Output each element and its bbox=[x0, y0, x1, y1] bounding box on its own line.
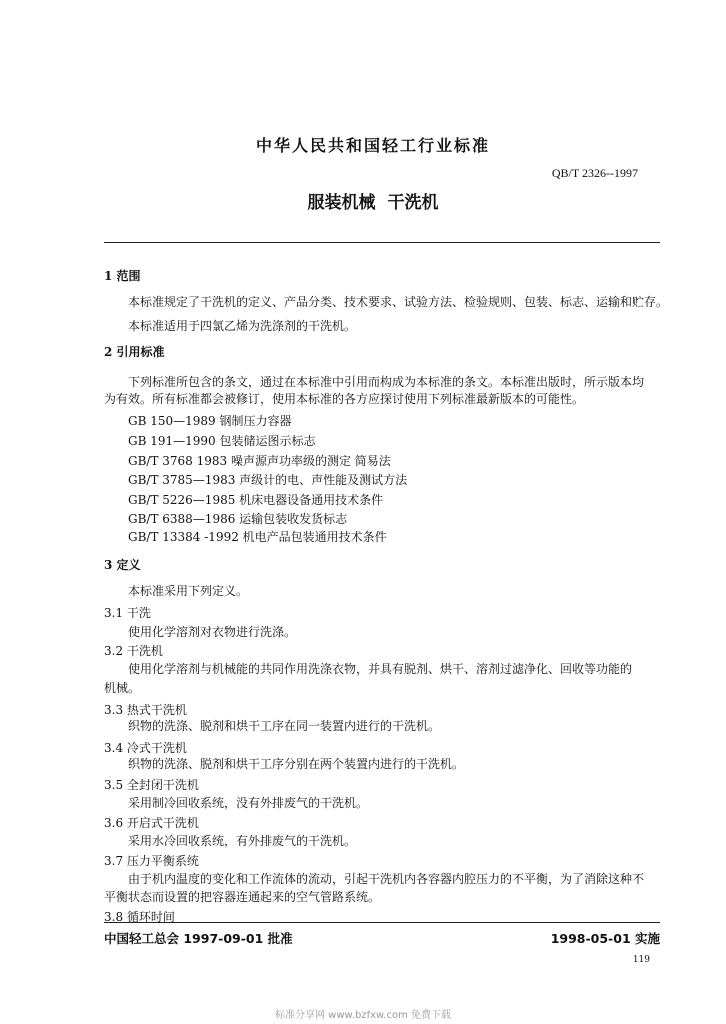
body-line: 下列标准所包含的条文，通过在本标准中引用而构成为本标准的条文。本标准出版时，所示版本均 bbox=[128, 375, 645, 389]
body-line: GB/T 3768 1983 噪声源声功率级的测定 简易法 bbox=[128, 454, 391, 468]
page-number: 119 bbox=[632, 955, 650, 965]
section-heading: 2 引用标准 bbox=[104, 345, 165, 359]
document-title: 服装机械 干洗机 bbox=[307, 193, 439, 213]
body-line: GB 191—1990 包装储运图示标志 bbox=[128, 434, 316, 448]
body-line: 3.3 热式干洗机 bbox=[104, 703, 187, 717]
body-line: 3.6 开启式干洗机 bbox=[104, 816, 199, 830]
footer-rule bbox=[104, 922, 660, 923]
body-line: 为有效。所有标准都会被修订，使用本标准的各方应探讨使用下列标准最新版本的可能性。 bbox=[104, 392, 585, 406]
approval-date: 中国轻工总会 1997-09-01 批准 bbox=[104, 931, 293, 946]
watermark-text: 标准分享网 www.bzfxw.com 免费下载 bbox=[275, 1010, 451, 1021]
body-line: GB/T 6388—1986 运输包装收发货标志 bbox=[128, 512, 348, 526]
body-line: 采用制冷回收系统，没有外排废气的干洗机。 bbox=[128, 796, 369, 810]
implementation-date: 1998-05-01 实施 bbox=[550, 931, 660, 946]
body-line: 3.2 干洗机 bbox=[104, 644, 163, 658]
body-line: 使用化学溶剂对衣物进行洗涤。 bbox=[128, 625, 297, 639]
body-line: 平衡状态而设置的把容器连通起来的空气管路系统。 bbox=[104, 890, 381, 904]
body-line: GB/T 3785—1983 声级计的电、声性能及测试方法 bbox=[128, 473, 408, 487]
body-line: GB 150—1989 钢制压力容器 bbox=[128, 414, 292, 428]
body-line: 采用水冷回收系统，有外排废气的干洗机。 bbox=[128, 834, 357, 848]
body-line: 3.1 干洗 bbox=[104, 606, 151, 620]
body-line: 本标准规定了干洗机的定义、产品分类、技术要求、试验方法、检验规则、包装、标志、运输和贮存。 bbox=[128, 295, 669, 309]
body-line: 本标准采用下列定义。 bbox=[128, 584, 249, 598]
header-rule bbox=[104, 242, 660, 243]
body-line: 3.4 冷式干洗机 bbox=[104, 741, 187, 755]
body-line: GB/T 13384 -1992 机电产品包装通用技术条件 bbox=[128, 530, 387, 544]
issuing-organization: 中华人民共和国轻工行业标准 bbox=[255, 136, 490, 155]
body-line: GB/T 5226—1985 机床电器设备通用技术条件 bbox=[128, 493, 384, 507]
section-heading: 1 范围 bbox=[104, 269, 141, 283]
body-line: 由于机内温度的变化和工作流体的流动，引起干洗机内各容器内腔压力的不平衡，为了消除这种不 bbox=[128, 872, 645, 886]
body-line: 3.8 循环时间 bbox=[104, 910, 175, 924]
body-line: 机械。 bbox=[104, 681, 141, 695]
body-line: 织物的洗涤、脱剂和烘干工序分别在两个装置内进行的干洗机。 bbox=[128, 757, 465, 771]
standard-code: QB/T 2326--1997 bbox=[551, 166, 638, 180]
body-line: 3.5 全封闭干洗机 bbox=[104, 778, 199, 792]
body-line: 织物的洗涤、脱剂和烘干工序在同一装置内进行的干洗机。 bbox=[128, 719, 441, 733]
body-line: 本标准适用于四氯乙烯为洗涤剂的干洗机。 bbox=[128, 319, 357, 333]
body-line: 使用化学溶剂与机械能的共同作用洗涤衣物，并具有脱剂、烘干、溶剂过滤净化、回收等功能的 bbox=[128, 662, 633, 676]
body-line: 3.7 压力平衡系统 bbox=[104, 854, 199, 868]
section-heading: 3 定义 bbox=[104, 558, 141, 572]
